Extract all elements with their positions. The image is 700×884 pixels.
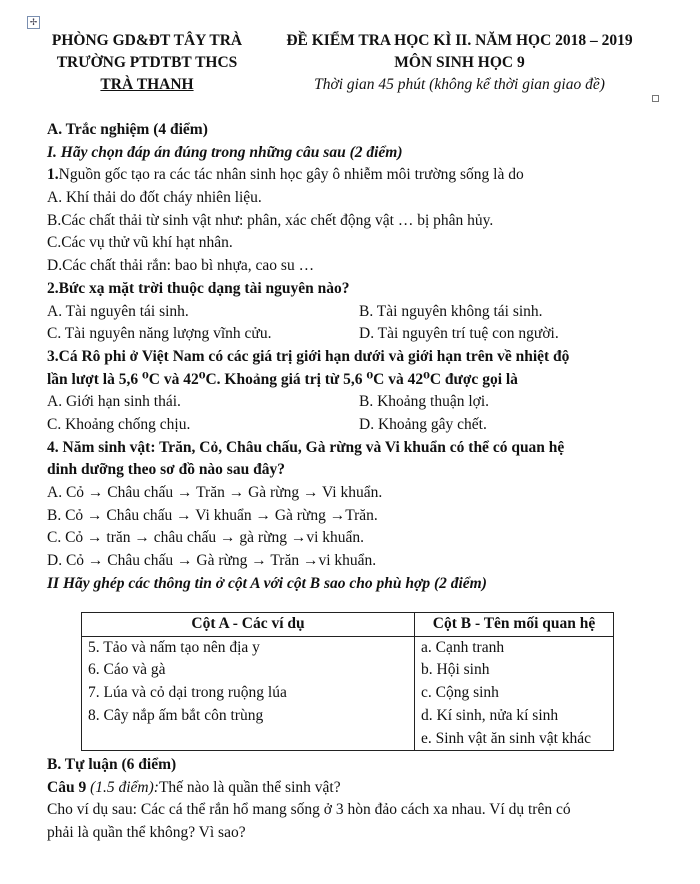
question-1-text: Nguồn gốc tạo ra các tác nhân sinh học gây ô nhiễm môi trường sống là do: [58, 166, 524, 184]
part-a: [47, 119, 647, 595]
q3-options-row-1: [47, 391, 647, 414]
table-row: [82, 705, 614, 728]
school-name: TRƯỜNG PTDTBT THCS: [56, 54, 238, 71]
question-9-text: Thế nào là quần thể sinh vật?: [158, 778, 341, 796]
question-9-label: Câu 9: [47, 778, 87, 796]
column-a-header: Cột A - Các ví dụ: [82, 613, 415, 637]
table-row: [82, 659, 614, 682]
q1-option-a: A. Khí thải do đốt cháy nhiên liệu.: [47, 189, 262, 207]
question-9-example-line-2: phải là quần thể không? Vì sao?: [47, 824, 246, 842]
column-b-cell: b. Hội sinh: [415, 659, 614, 682]
q4-option-c: C. Cỏ → trăn → châu chấu → gà rừng →vi khuẩn.: [47, 529, 365, 547]
q2-option-b: B. Tài nguyên không tái sinh.: [359, 302, 543, 320]
q1-option-b: B.Các chất thải từ sinh vật như: phân, xác chết động vật … bị phân hủy.: [47, 211, 494, 229]
column-b-cell: d. Kí sinh, nửa kí sinh: [415, 705, 614, 728]
question-9: [47, 777, 667, 800]
q2-option-d: D. Tài nguyên trí tuệ con người.: [359, 325, 559, 343]
text-boundary-mark: [652, 95, 659, 102]
question-4-line-1: 4. Năm sinh vật: Trăn, Cỏ, Châu chấu, Gà rừng và Vi khuẩn có thể có quan hệ: [47, 438, 565, 456]
q3-option-c: C. Khoảng chống chịu.: [47, 415, 191, 433]
column-b-cell: a. Cạnh tranh: [415, 636, 614, 659]
exam-title: ĐỀ KIỂM TRA HỌC KÌ II. NĂM HỌC 2018 – 2019: [286, 32, 633, 49]
q2-options-row-1: [47, 301, 647, 324]
part-b: [47, 754, 667, 845]
question-9-points: (1.5 điểm):: [90, 778, 159, 796]
question-2: 2.Bức xạ mặt trời thuộc dạng tài nguyên nào?: [47, 279, 350, 297]
q3-options-row-2: [47, 414, 647, 437]
department-name: PHÒNG GD&ĐT TÂY TRÀ: [51, 32, 243, 49]
exam-subject: MÔN SINH HỌC 9: [394, 54, 525, 71]
question-9-example-line-1: Cho ví dụ sau: Các cá thể rắn hổ mang sống ở 3 hòn đảo cách xa nhau. Ví dụ trên có: [47, 801, 571, 819]
table-row: [82, 636, 614, 659]
school-location: TRÀ THANH: [100, 76, 194, 93]
section-2-heading: II Hãy ghép các thông tin ở cột A với cột B sao cho phù hợp (2 điểm): [47, 574, 487, 592]
q3-option-b: B. Khoảng thuận lợi.: [359, 393, 490, 411]
matching-table: [81, 612, 614, 751]
part-b-heading: B. Tự luận (6 điểm): [47, 756, 177, 773]
section-1-heading: I. Hãy chọn đáp án đúng trong những câu sau (2 điểm): [47, 143, 403, 161]
table-header-row: [82, 613, 614, 637]
q1-option-c: C.Các vụ thử vũ khí hạt nhân.: [47, 234, 233, 252]
question-1: [47, 164, 647, 187]
question-4-line-2: dinh dưỡng theo sơ đồ nào sau đây?: [47, 461, 285, 479]
column-a-cell: 8. Cây nắp ấm bắt côn trùng: [82, 705, 415, 728]
school-header: [42, 30, 252, 96]
column-b-header: Cột B - Tên mối quan hệ: [415, 613, 614, 637]
column-a-cell: 5. Tảo và nấm tạo nên địa y: [82, 636, 415, 659]
column-a-cell: [82, 728, 415, 751]
q2-option-c: C. Tài nguyên năng lượng vĩnh cửu.: [47, 325, 272, 343]
column-b-cell: c. Cộng sinh: [415, 682, 614, 705]
question-3-line-2: lần lượt là 5,6 ⁰C và 42⁰C. Khoảng giá trị từ 5,6 ⁰C và 42⁰C được gọi là: [47, 370, 518, 388]
q4-option-a: A. Cỏ → Châu chấu → Trăn → Gà rừng → Vi khuẩn.: [47, 484, 383, 501]
table-row: [82, 728, 614, 751]
question-1-number: 1.: [47, 166, 59, 184]
column-b-cell: e. Sinh vật ăn sinh vật khác: [415, 728, 614, 751]
column-a-cell: 7. Lúa và cỏ dại trong ruộng lúa: [82, 682, 415, 705]
q2-option-a: A. Tài nguyên tái sinh.: [47, 302, 189, 320]
table-move-handle-icon[interactable]: ✢: [27, 16, 40, 29]
question-3-line-1: 3.Cá Rô phi ở Việt Nam có các giá trị giới hạn dưới và giới hạn trên về nhiệt độ: [47, 347, 570, 365]
q4-option-b: B. Cỏ → Châu chấu → Vi khuẩn → Gà rừng →Trăn.: [47, 506, 378, 524]
exam-header: [262, 30, 657, 96]
part-a-heading: A. Trắc nghiệm (4 điểm): [47, 121, 208, 138]
q2-options-row-2: [47, 323, 647, 346]
column-a-cell: 6. Cáo và gà: [82, 659, 415, 682]
exam-time: Thời gian 45 phút (không kể thời gian giao đề): [314, 76, 605, 93]
q1-option-d: D.Các chất thải rắn: bao bì nhựa, cao su …: [47, 257, 315, 275]
q3-option-d: D. Khoảng gây chết.: [359, 415, 487, 433]
table-row: [82, 682, 614, 705]
q4-option-d: D. Cỏ → Châu chấu → Gà rừng → Trăn →vi khuẩn.: [47, 552, 377, 570]
q3-option-a: A. Giới hạn sinh thái.: [47, 393, 181, 411]
